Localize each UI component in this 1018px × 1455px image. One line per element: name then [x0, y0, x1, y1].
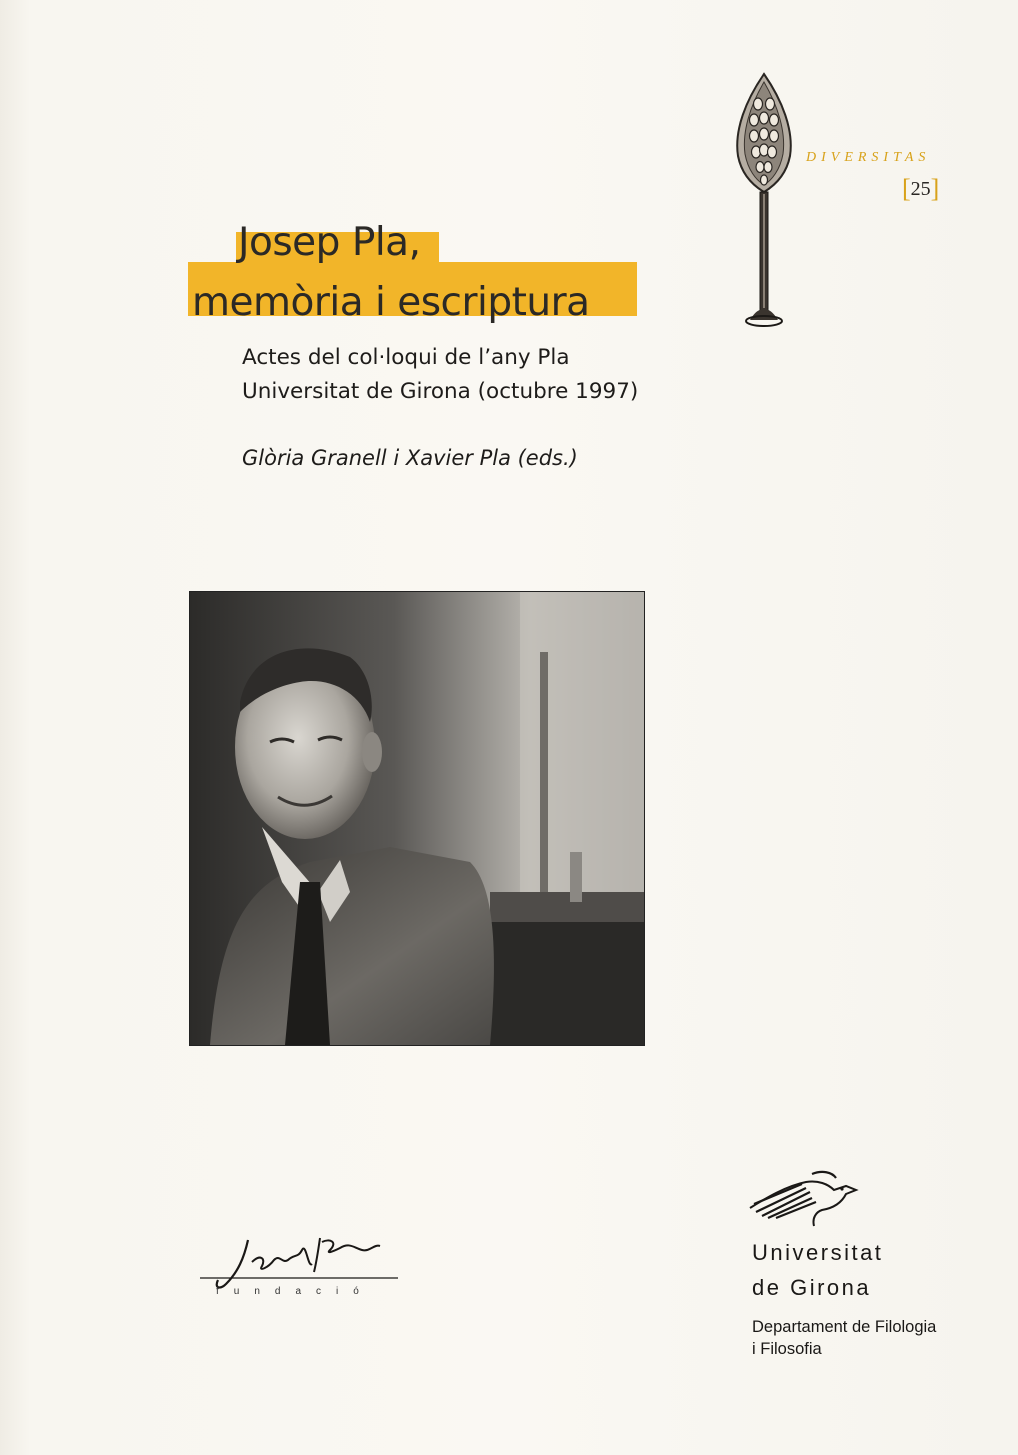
department-line1: Departament de Filologia	[752, 1318, 937, 1336]
editors: Glòria Granell i Xavier Pla (eds.)	[242, 446, 578, 470]
series-name: DIVERSITAS	[806, 150, 931, 165]
series-number-value: 25	[910, 178, 931, 200]
wheat-ear-icon	[728, 70, 800, 332]
series-number: [25]	[902, 174, 940, 203]
book-title-line1: Josep Pla,	[238, 220, 421, 265]
portrait-photo	[189, 591, 645, 1046]
university-name-line2: de Girona	[752, 1275, 872, 1300]
subtitle-line2: Universitat de Girona (octubre 1997)	[242, 379, 639, 404]
book-title-line2: memòria i escriptura	[192, 280, 590, 325]
department-line2: i Filosofia	[752, 1340, 822, 1358]
university-name-line1: Universitat	[752, 1240, 884, 1265]
foundation-label: fundació	[216, 1286, 374, 1297]
subtitle-line1: Actes del col·loqui de l’any Pla	[242, 345, 570, 370]
bird-logo-icon	[746, 1168, 862, 1232]
